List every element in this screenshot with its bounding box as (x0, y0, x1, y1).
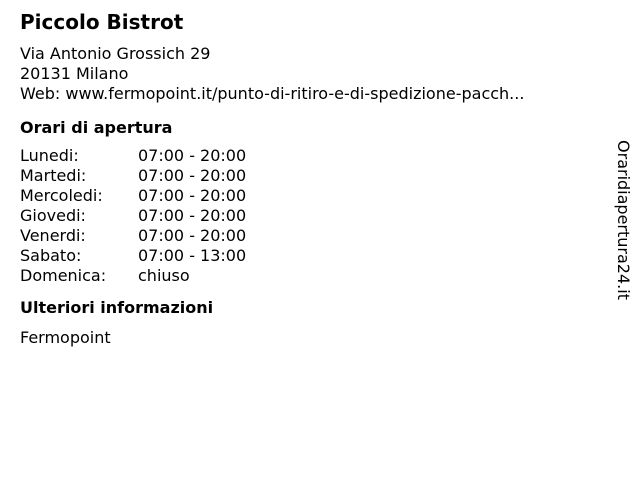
address-city: 20131 Milano (20, 64, 129, 83)
hours-day: Venerdi: (20, 226, 86, 245)
hours-time: chiuso (138, 266, 190, 285)
hours-row-lunedi (20, 146, 600, 166)
more-info-heading: Ulteriori informazioni (20, 298, 214, 317)
hours-row-sabato (20, 246, 600, 266)
hours-time: 07:00 - 20:00 (138, 186, 247, 205)
hours-day: Mercoledi: (20, 186, 103, 205)
address-block (20, 44, 600, 104)
more-info-text: Fermopoint (20, 328, 111, 347)
hours-time: 07:00 - 20:00 (138, 206, 247, 225)
hours-row-mercoledi (20, 186, 600, 206)
hours-time: 07:00 - 20:00 (138, 146, 247, 165)
hours-heading: Orari di apertura (20, 118, 173, 137)
business-name: Piccolo Bistrot (20, 10, 184, 34)
address-street: Via Antonio Grossich 29 (20, 44, 211, 63)
hours-time: 07:00 - 20:00 (138, 226, 247, 245)
hours-row-venerdi (20, 226, 600, 246)
hours-day: Martedi: (20, 166, 87, 185)
hours-day: Giovedi: (20, 206, 86, 225)
hours-row-giovedi (20, 206, 600, 226)
hours-time: 07:00 - 20:00 (138, 166, 247, 185)
hours-day: Lunedi: (20, 146, 79, 165)
hours-day: Domenica: (20, 266, 107, 285)
hours-row-martedi (20, 166, 600, 186)
website-link[interactable]: Web: www.fermopoint.it/punto-di-ritiro-e-di-spedizione-pacch... (20, 84, 525, 103)
hours-day: Sabato: (20, 246, 82, 265)
hours-table (20, 146, 600, 286)
business-card (20, 8, 600, 348)
brand-watermark: Oraridiapertura24.it (614, 140, 633, 300)
hours-time: 07:00 - 13:00 (138, 246, 247, 265)
hours-row-domenica (20, 266, 600, 286)
